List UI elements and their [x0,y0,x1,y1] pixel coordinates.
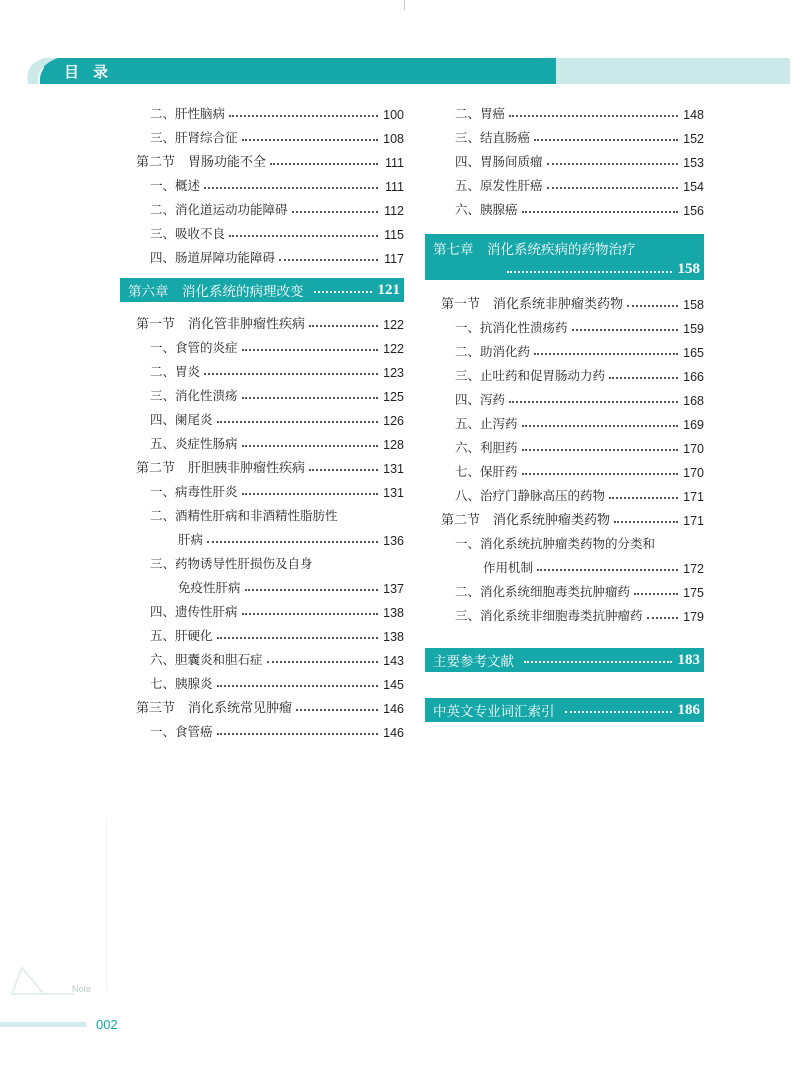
entry-page-number: 138 [383,630,404,644]
entry-page-number: 115 [384,228,404,242]
entry-page-number: 136 [383,534,404,548]
toc-entry [425,384,704,408]
toc-entry [425,122,704,146]
toc-entry [120,476,404,500]
toc-entry [120,596,404,620]
leader-dots [309,325,378,327]
entry-page-number: 152 [683,132,704,146]
leader-dots [217,637,378,639]
chapter-page-number: 183 [677,651,700,668]
leader-dots [522,473,678,475]
toc-entry [120,98,404,122]
leader-dots [507,271,672,273]
leader-dots [242,397,378,399]
entry-title: 四、阑尾炎 [150,412,213,427]
toc-chapter-entry [425,648,704,672]
toc-chapter-entry [425,698,704,722]
chapter-page-number: 121 [377,281,400,298]
entry-page-number: 172 [683,562,704,576]
leader-dots [217,733,378,735]
entry-title: 四、遗传性肝病 [150,604,238,619]
entry-title: 肝病 [178,532,204,547]
entry-page-number: 154 [683,180,704,194]
footer-bar [0,1022,86,1027]
entry-title: 二、酒精性肝病和非酒精性脂肪性 [150,508,338,523]
toc-entry [425,312,704,336]
chapter-title: 中英文专业词汇索引 [433,704,555,720]
leader-dots [524,661,672,663]
entry-title: 一、概述 [150,178,201,193]
leader-dots [204,373,378,375]
entry-page-number: 122 [383,342,404,356]
toc-entry [120,356,404,380]
toc-entry [120,380,404,404]
entry-page-number: 156 [683,204,704,218]
leader-dots [242,613,378,615]
entry-page-number: 168 [683,394,704,408]
entry-title: 免疫性肝病 [178,580,241,595]
chapter-title: 主要参考文献 [433,654,514,670]
chapter-page-number: 186 [677,701,700,718]
leader-dots [614,521,678,523]
leader-dots [534,139,678,141]
entry-title: 八、治疗门静脉高压的药物 [455,488,606,503]
leader-dots [309,469,378,471]
toc-entry [425,194,704,218]
entry-title: 三、消化性溃疡 [150,388,238,403]
entry-title: 作用机制 [483,560,534,575]
leader-dots [534,353,678,355]
entry-page-number: 137 [383,582,404,596]
entry-title: 四、肠道屏障功能障碍 [150,250,276,265]
toc-entry [120,194,404,218]
toc-entry [120,500,404,524]
entry-page-number: 175 [683,586,704,600]
page-title: 目录 [64,63,123,81]
entry-title: 二、胃炎 [150,364,201,379]
toc-entry [425,360,704,384]
toc-entry [425,432,704,456]
leader-dots [279,259,378,261]
entry-page-number: 111 [384,180,404,194]
entry-title: 四、胃肠间质瘤 [455,154,543,169]
toc-entry [425,170,704,194]
entry-title: 五、肝硬化 [150,628,213,643]
entry-page-number: 131 [383,486,404,500]
toc-entry [120,644,404,668]
leader-dots [292,211,378,213]
entry-title: 二、消化道运动功能障碍 [150,202,288,217]
toc-entry [425,600,704,624]
toc-section-entry [120,692,404,716]
toc-entry [120,122,404,146]
toc-entry [120,332,404,356]
entry-title: 六、利胆药 [455,440,518,455]
entry-title: 三、吸收不良 [150,226,226,241]
entry-page-number: 165 [683,346,704,360]
leader-dots [522,211,678,213]
entry-title: 三、止吐药和促胃肠动力药 [455,368,606,383]
toc-section-entry [120,308,404,332]
header-band-light [556,58,790,84]
entry-page-number: 143 [383,654,404,668]
leader-dots [207,541,378,543]
entry-page-number: 146 [383,702,404,716]
leader-dots [627,305,678,307]
toc-entry [120,242,404,266]
entry-title: 第二节 胃肠功能不全 [136,155,267,170]
leader-dots [242,349,378,351]
top-rule [0,0,800,10]
toc-entry [425,480,704,504]
entry-page-number: 111 [384,156,404,170]
leader-dots [242,493,378,495]
entry-page-number: 145 [383,678,404,692]
entry-page-number: 131 [383,462,404,476]
toc-left-column [120,98,404,740]
entry-title: 三、消化系统非细胞毒类抗肿瘤药 [455,608,643,623]
leader-dots [634,593,678,595]
entry-title: 二、消化系统细胞毒类抗肿瘤药 [455,584,631,599]
entry-page-number: 158 [683,298,704,312]
toc-section-entry [425,288,704,312]
entry-title: 四、泻药 [455,392,506,407]
leader-dots [609,497,678,499]
entry-page-number: 100 [383,108,404,122]
leader-dots [522,449,678,451]
chapter-title: 第七章 消化系统疾病的药物治疗 [433,242,636,258]
contents-header [0,58,800,84]
toc-entry [425,528,704,552]
note-label: Note [72,984,92,994]
entry-title: 第一节 消化系统非肿瘤类药物 [441,297,624,312]
toc-entry [120,716,404,740]
entry-page-number: 179 [683,610,704,624]
leader-dots [522,425,678,427]
toc-section-entry [120,146,404,170]
leader-dots [647,617,678,619]
toc-entry [120,572,404,596]
entry-page-number: 170 [683,442,704,456]
entry-title: 一、食管的炎症 [150,340,238,355]
entry-page-number: 159 [683,322,704,336]
leader-dots [547,163,678,165]
entry-title: 六、胆囊炎和胆石症 [150,652,263,667]
toc-chapter-entry [425,234,704,280]
chapter-leader-line [433,261,700,278]
toc-entry [120,170,404,194]
entry-page-number: 166 [683,370,704,384]
leader-dots [509,115,678,117]
entry-title: 二、肝性脑病 [150,106,226,121]
entry-title: 一、消化系统抗肿瘤类药物的分类和 [455,536,656,551]
entry-page-number: 170 [683,466,704,480]
entry-page-number: 148 [683,108,704,122]
entry-title: 三、药物诱导性肝损伤及自身 [150,556,313,571]
leader-dots [509,401,678,403]
entry-page-number: 169 [683,418,704,432]
leader-dots [270,163,378,165]
leader-dots [229,115,378,117]
toc-entry [120,428,404,452]
entry-title: 一、病毒性肝炎 [150,484,238,499]
entry-page-number: 138 [383,606,404,620]
note-mark [8,960,118,1000]
entry-title: 六、胰腺癌 [455,202,518,217]
leader-dots [229,235,378,237]
toc-entry [425,456,704,480]
entry-title: 一、食管癌 [150,724,213,739]
entry-title: 二、胃癌 [455,106,506,121]
leader-dots [296,709,378,711]
leader-dots [242,139,378,141]
entry-title: 一、抗消化性溃疡药 [455,320,568,335]
entry-title: 第二节 肝胆胰非肿瘤性疾病 [136,461,306,476]
entry-title: 七、保肝药 [455,464,518,479]
chapter-page-number: 158 [677,261,700,277]
entry-page-number: 123 [383,366,404,380]
page-number: 002 [96,1017,118,1032]
entry-page-number: 171 [683,514,704,528]
entry-page-number: 126 [383,414,404,428]
entry-title: 第二节 消化系统肿瘤类药物 [441,513,611,528]
entry-page-number: 108 [383,132,404,146]
entry-title: 五、炎症性肠病 [150,436,238,451]
toc-right-column [425,98,704,728]
entry-title: 第一节 消化管非肿瘤性疾病 [136,317,306,332]
chapter-title: 第六章 消化系统的病理改变 [128,284,304,300]
entry-page-number: 146 [383,726,404,740]
entry-title: 第三节 消化系统常见肿瘤 [136,701,293,716]
toc-entry [425,552,704,576]
entry-page-number: 128 [383,438,404,452]
entry-title: 三、结直肠癌 [455,130,531,145]
entry-page-number: 125 [383,390,404,404]
leader-dots [547,187,678,189]
leader-dots [204,187,378,189]
entry-title: 五、止泻药 [455,416,518,431]
entry-title: 二、助消化药 [455,344,531,359]
entry-title: 七、胰腺炎 [150,676,213,691]
entry-title: 三、肝肾综合征 [150,130,238,145]
leader-dots [565,711,672,713]
leader-dots [267,661,378,663]
leader-dots [572,329,678,331]
leader-dots [537,569,678,571]
toc-entry [120,404,404,428]
leader-dots [245,589,378,591]
toc-entry [120,218,404,242]
toc-entry [120,548,404,572]
crop-mark [404,0,405,10]
entry-page-number: 171 [683,490,704,504]
leader-dots [217,421,378,423]
leader-dots [314,291,372,293]
entry-page-number: 117 [384,252,404,266]
entry-page-number: 112 [384,204,404,218]
toc-entry [425,146,704,170]
entry-page-number: 153 [683,156,704,170]
leader-dots [217,685,378,687]
entry-title: 五、原发性肝癌 [455,178,543,193]
toc-chapter-entry [120,278,404,302]
leader-dots [609,377,678,379]
toc-section-entry [425,504,704,528]
toc-section-entry [120,452,404,476]
pencil-icon [8,960,78,1000]
toc-entry [120,668,404,692]
leader-dots [242,445,378,447]
toc-entry [425,98,704,122]
toc-entry [120,620,404,644]
toc-entry [425,408,704,432]
toc-entry [120,524,404,548]
toc-entry [425,336,704,360]
entry-page-number: 122 [383,318,404,332]
toc-entry [425,576,704,600]
